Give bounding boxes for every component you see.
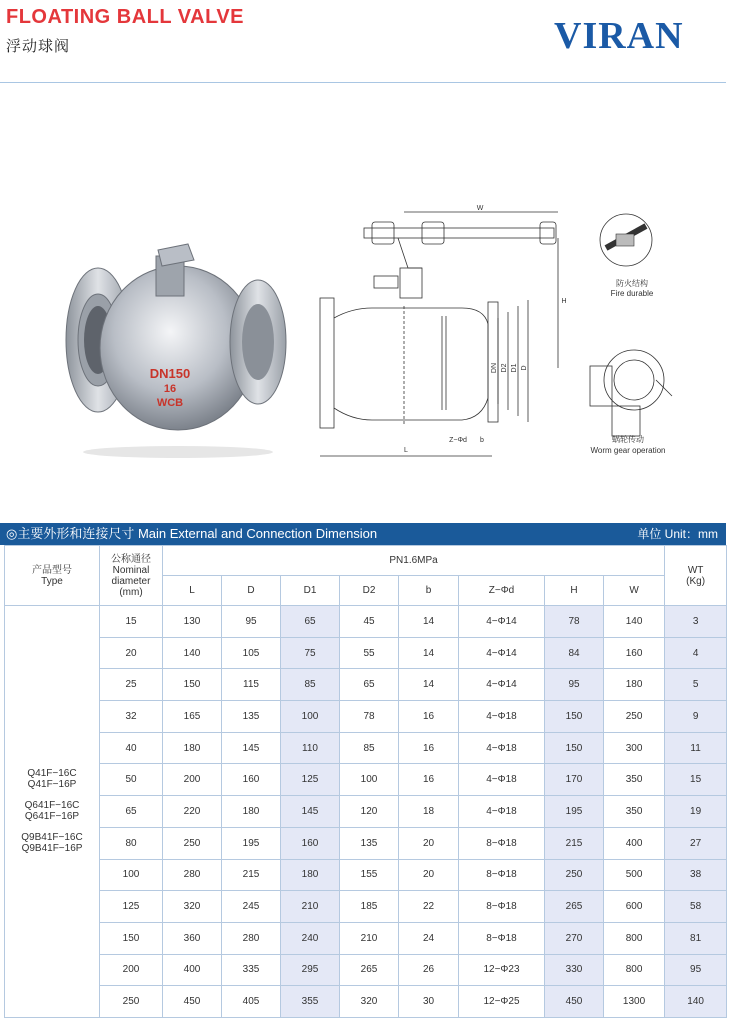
table-cell: 335 xyxy=(222,954,281,986)
dim-label-w: W xyxy=(476,205,484,212)
column-header: D2 xyxy=(340,576,399,606)
table-row xyxy=(5,891,727,923)
photo-marking-size: DN150 xyxy=(149,366,191,381)
nominal-diameter-cell: 100 xyxy=(100,859,163,891)
table-cell: 4−Φ18 xyxy=(459,732,545,764)
table-cell: 16 xyxy=(399,732,459,764)
table-cell: 300 xyxy=(604,732,665,764)
table-cell: 195 xyxy=(545,796,604,828)
table-cell: 95 xyxy=(545,669,604,701)
table-title-bar xyxy=(0,523,726,545)
table-cell: 85 xyxy=(281,669,340,701)
table-cell: 3 xyxy=(665,606,727,638)
table-cell: 65 xyxy=(340,669,399,701)
nominal-diameter-cell: 65 xyxy=(100,796,163,828)
table-cell: 250 xyxy=(163,827,222,859)
table-title: ◎主要外形和连接尺寸 Main External and Connection Dimension xyxy=(6,526,378,541)
table-cell: 330 xyxy=(545,954,604,986)
table-cell: 150 xyxy=(545,732,604,764)
table-cell: 8−Φ18 xyxy=(459,827,545,859)
nominal-diameter-cell: 25 xyxy=(100,669,163,701)
dim-label-dn: DN xyxy=(491,362,498,374)
nominal-diameter-cell: 50 xyxy=(100,764,163,796)
table-row xyxy=(5,986,727,1018)
nominal-diameter-cell: 200 xyxy=(100,954,163,986)
table-cell: 4 xyxy=(665,637,727,669)
table-cell: 105 xyxy=(222,637,281,669)
column-header: D1 xyxy=(281,576,340,606)
table-cell: 135 xyxy=(222,701,281,733)
table-cell: 4−Φ18 xyxy=(459,796,545,828)
table-cell: 200 xyxy=(163,764,222,796)
table-cell: 12−Φ23 xyxy=(459,954,545,986)
column-header: W xyxy=(604,576,665,606)
table-cell: 150 xyxy=(545,701,604,733)
column-header: H xyxy=(545,576,604,606)
dim-label-b: b xyxy=(480,437,484,444)
table-cell: 450 xyxy=(163,986,222,1018)
table-cell: 11 xyxy=(665,732,727,764)
table-cell: 84 xyxy=(545,637,604,669)
table-cell: 280 xyxy=(222,922,281,954)
table-cell: 12−Φ25 xyxy=(459,986,545,1018)
table-cell: 140 xyxy=(604,606,665,638)
table-cell: 180 xyxy=(163,732,222,764)
table-cell: 20 xyxy=(399,859,459,891)
type-header: 产品型号 Type xyxy=(5,546,100,606)
table-row xyxy=(5,701,727,733)
table-cell: 78 xyxy=(545,606,604,638)
table-cell: 18 xyxy=(399,796,459,828)
nominal-diameter-header: 公称通径 Nominal diameter (mm) xyxy=(100,546,163,606)
table-row xyxy=(5,637,727,669)
table-cell: 8−Φ18 xyxy=(459,891,545,923)
table-cell: 800 xyxy=(604,954,665,986)
dim-label-d1: D1 xyxy=(511,363,518,373)
valve-photo xyxy=(58,230,298,460)
table-cell: 78 xyxy=(340,701,399,733)
dim-label-h: H xyxy=(561,298,567,305)
nominal-diameter-cell: 125 xyxy=(100,891,163,923)
table-cell: 320 xyxy=(340,986,399,1018)
nominal-diameter-cell: 20 xyxy=(100,637,163,669)
valve-technical-drawing xyxy=(312,198,580,460)
table-cell: 180 xyxy=(281,859,340,891)
table-cell: 280 xyxy=(163,859,222,891)
table-cell: 45 xyxy=(340,606,399,638)
nominal-diameter-cell: 15 xyxy=(100,606,163,638)
table-cell: 220 xyxy=(163,796,222,828)
table-cell: 4−Φ14 xyxy=(459,637,545,669)
table-cell: 15 xyxy=(665,764,727,796)
table-cell: 245 xyxy=(222,891,281,923)
nominal-diameter-cell: 32 xyxy=(100,701,163,733)
table-cell: 5 xyxy=(665,669,727,701)
table-cell: 250 xyxy=(604,701,665,733)
table-cell: 8−Φ18 xyxy=(459,922,545,954)
table-row xyxy=(5,954,727,986)
table-cell: 16 xyxy=(399,701,459,733)
table-cell: 145 xyxy=(281,796,340,828)
nominal-diameter-cell: 80 xyxy=(100,827,163,859)
dim-label-z: Z−Φd xyxy=(449,437,467,444)
table-cell: 600 xyxy=(604,891,665,923)
table-row xyxy=(5,922,727,954)
table-cell: 140 xyxy=(665,986,727,1018)
column-header: b xyxy=(399,576,459,606)
table-cell: 180 xyxy=(604,669,665,701)
worm-gear-caption-cn: 蜗轮传动 xyxy=(612,435,644,444)
table-cell: 210 xyxy=(281,891,340,923)
table-cell: 140 xyxy=(163,637,222,669)
dimension-table xyxy=(4,545,727,1018)
table-cell: 400 xyxy=(163,954,222,986)
table-cell: 4−Φ14 xyxy=(459,606,545,638)
table-cell: 20 xyxy=(399,827,459,859)
table-cell: 38 xyxy=(665,859,727,891)
table-cell: 4−Φ14 xyxy=(459,669,545,701)
table-row xyxy=(5,859,727,891)
nominal-diameter-cell: 250 xyxy=(100,986,163,1018)
table-cell: 120 xyxy=(340,796,399,828)
table-cell: 95 xyxy=(665,954,727,986)
table-row xyxy=(5,796,727,828)
table-cell: 130 xyxy=(163,606,222,638)
header-divider xyxy=(0,82,726,83)
table-cell: 355 xyxy=(281,986,340,1018)
table-cell: 26 xyxy=(399,954,459,986)
table-cell: 4−Φ18 xyxy=(459,764,545,796)
column-header: L xyxy=(163,576,222,606)
table-cell: 250 xyxy=(545,859,604,891)
table-cell: 8−Φ18 xyxy=(459,859,545,891)
nominal-diameter-cell: 150 xyxy=(100,922,163,954)
table-cell: 170 xyxy=(545,764,604,796)
fire-durable-caption-cn: 防火结构 xyxy=(616,279,648,288)
table-cell: 500 xyxy=(604,859,665,891)
table-cell: 135 xyxy=(340,827,399,859)
nominal-diameter-cell: 40 xyxy=(100,732,163,764)
table-cell: 30 xyxy=(399,986,459,1018)
table-row xyxy=(5,764,727,796)
table-cell: 450 xyxy=(545,986,604,1018)
table-cell: 180 xyxy=(222,796,281,828)
table-cell: 270 xyxy=(545,922,604,954)
table-cell: 150 xyxy=(163,669,222,701)
table-row xyxy=(5,827,727,859)
page-title: FLOATING BALL VALVE xyxy=(6,6,245,28)
table-cell: 165 xyxy=(163,701,222,733)
table-cell: 155 xyxy=(340,859,399,891)
table-cell: 1300 xyxy=(604,986,665,1018)
table-cell: 4−Φ18 xyxy=(459,701,545,733)
table-cell: 95 xyxy=(222,606,281,638)
table-row xyxy=(5,669,727,701)
fire-durable-caption-en: Fire durable xyxy=(610,289,654,298)
column-header: Z−Φd xyxy=(459,576,545,606)
table-cell: 110 xyxy=(281,732,340,764)
table-cell: 81 xyxy=(665,922,727,954)
table-cell: 185 xyxy=(340,891,399,923)
table-cell: 14 xyxy=(399,669,459,701)
table-cell: 405 xyxy=(222,986,281,1018)
table-cell: 14 xyxy=(399,637,459,669)
table-cell: 24 xyxy=(399,922,459,954)
table-cell: 9 xyxy=(665,701,727,733)
table-cell: 65 xyxy=(281,606,340,638)
table-cell: 100 xyxy=(340,764,399,796)
table-cell: 800 xyxy=(604,922,665,954)
dim-label-d2: D2 xyxy=(501,363,508,373)
table-cell: 125 xyxy=(281,764,340,796)
table-row xyxy=(5,606,727,638)
pressure-header: PN1.6MPa xyxy=(163,546,665,576)
table-cell: 295 xyxy=(281,954,340,986)
page-subtitle: 浮动球阀 xyxy=(6,38,71,55)
table-cell: 240 xyxy=(281,922,340,954)
table-cell: 195 xyxy=(222,827,281,859)
table-cell: 85 xyxy=(340,732,399,764)
table-cell: 145 xyxy=(222,732,281,764)
table-cell: 215 xyxy=(545,827,604,859)
dim-label-d: D xyxy=(521,365,528,371)
table-cell: 27 xyxy=(665,827,727,859)
table-cell: 360 xyxy=(163,922,222,954)
table-cell: 320 xyxy=(163,891,222,923)
photo-marking-material: WCB xyxy=(156,397,184,409)
dim-label-l: L xyxy=(404,447,408,454)
table-cell: 115 xyxy=(222,669,281,701)
worm-gear-caption-en: Worm gear operation xyxy=(590,446,666,455)
table-cell: 16 xyxy=(399,764,459,796)
column-header: D xyxy=(222,576,281,606)
table-row xyxy=(5,732,727,764)
table-cell: 75 xyxy=(281,637,340,669)
table-cell: 160 xyxy=(604,637,665,669)
table-cell: 100 xyxy=(281,701,340,733)
table-cell: 55 xyxy=(340,637,399,669)
photo-marking-pressure: 16 xyxy=(163,383,177,395)
type-cell: Q41F−16C Q41F−16P Q641F−16C Q641F−16P Q9B41F−16C Q9B41F−16P xyxy=(5,606,100,1018)
table-cell: 19 xyxy=(665,796,727,828)
weight-header: WT (Kg) xyxy=(665,546,727,606)
table-cell: 22 xyxy=(399,891,459,923)
table-cell: 160 xyxy=(281,827,340,859)
table-cell: 14 xyxy=(399,606,459,638)
table-cell: 160 xyxy=(222,764,281,796)
table-cell: 350 xyxy=(604,796,665,828)
unit-label: 单位 Unit：mm xyxy=(637,527,718,541)
table-cell: 265 xyxy=(545,891,604,923)
brand-logo: VIRAN xyxy=(554,15,684,57)
table-header-row-1 xyxy=(5,546,727,576)
table-cell: 265 xyxy=(340,954,399,986)
table-cell: 215 xyxy=(222,859,281,891)
table-cell: 400 xyxy=(604,827,665,859)
table-cell: 58 xyxy=(665,891,727,923)
table-cell: 350 xyxy=(604,764,665,796)
table-cell: 210 xyxy=(340,922,399,954)
